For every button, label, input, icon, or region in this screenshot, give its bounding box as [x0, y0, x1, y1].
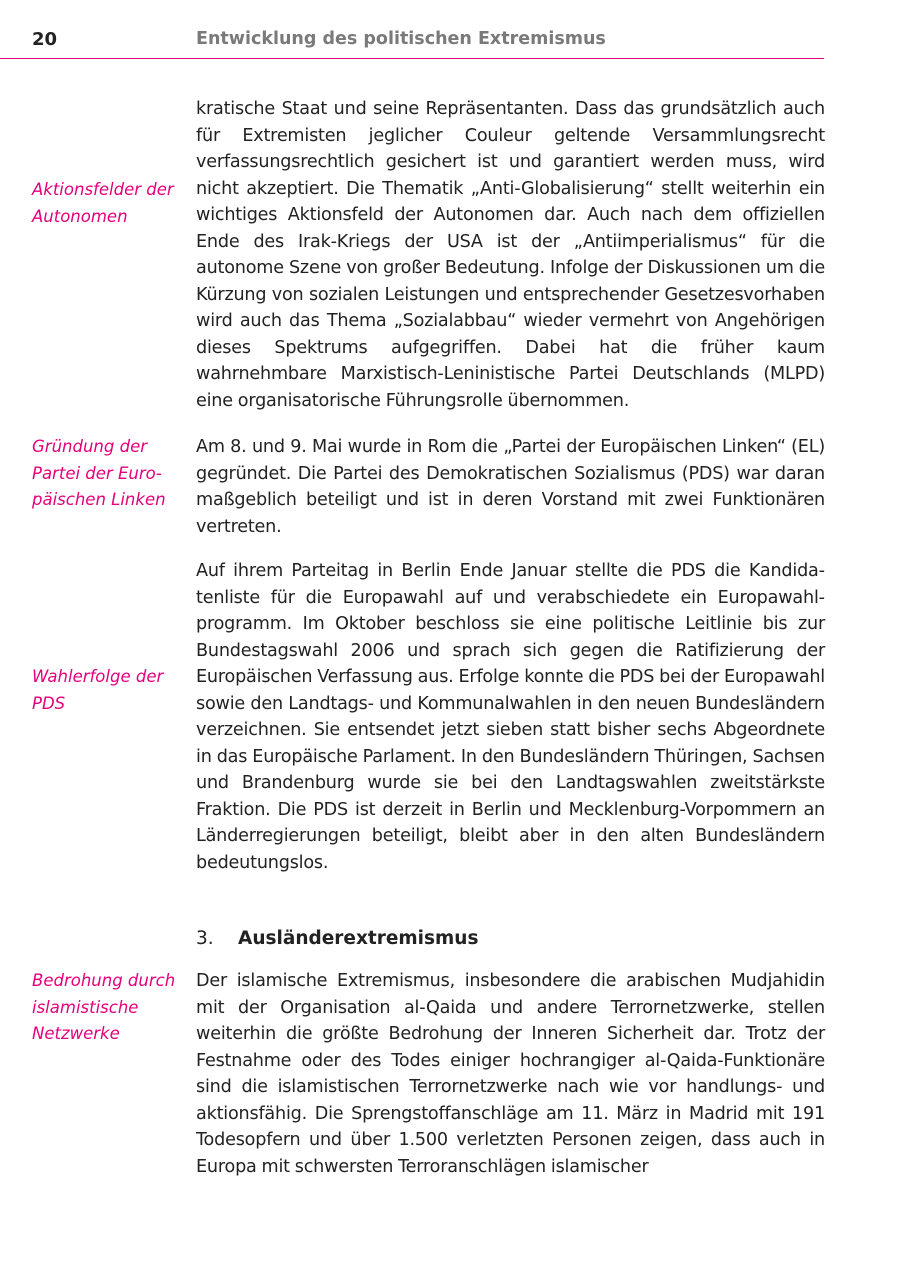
- page-header: [0, 0, 824, 59]
- margin-note-aktionsfelder: Aktionsfelder der Autonomen: [32, 180, 174, 226]
- section-title: Ausländerextremismus: [238, 928, 479, 949]
- section-heading: [196, 928, 479, 949]
- margin-note-bedrohung: Bedrohung durch islamistische Netzwerke: [32, 971, 176, 1043]
- paragraph-pds-wahlen: Auf ihrem Parteitag in Berlin Ende Januar stellte die PDS die Kandidatenliste für die Europawahl auf und verabschiedete ein Europawahlprogramm. Im Oktober beschloss sie eine politische Leitlinie bis zur Bundestagswahl 2006 und sprach sich gegen die Ratifizierung der Europäischen Verfassung aus. Erfolge konnte die PDS bei der Europawahl sowie den Landtags- und Kommunalwahlen in den neuen Bundesländern verzeichnen. Sie entsendet jetzt sieben statt bisher sechs Abgeordnete in das Europäische Parlament. In den Bundesländern Thüringen, Sachsen und Brandenburg wurde sie bei den Landtagswahlen zweitstärkste Fraktion. Die PDS ist derzeit in Berlin und Mecklenburg-Vorpommern an Länderregierungen beteiligt, bleibt aber in den alten Bundesländern bedeutungslos.: [196, 561, 825, 873]
- page-number: 20: [32, 29, 58, 50]
- section-number: 3.: [196, 928, 214, 949]
- paragraph-autonome: kratische Staat und seine Repräsentanten. Dass das grundsätzlich auch für Extremisten jeglicher Couleur geltende Versammlungsrecht verfassungsrechtlich gesichert ist und garantiert werden muss, wird nicht akzeptiert. Die Thematik „Anti-Globalisierung“ stellt weiterhin ein wichtiges Aktionsfeld der Autonomen dar. Auch nach dem offiziellen Ende des Irak-Kriegs der USA ist der „Antiimperialismus“ für die autonome Szene von großer Bedeutung. Infolge der Diskussionen um die Kürzung von sozialen Leistungen und entsprechender Gesetzesvorhaben wird auch das Thema „Sozialabbau“ wieder vermehrt von Angehörigen dieses Spektrums aufgegriffen. Dabei hat die früher kaum wahrnehmbare Marxistisch-Leninistische Partei Deutschlands (MLPD) eine organisatorische Führungsrolle übernommen.: [196, 99, 825, 411]
- margin-note-wahlerfolge: Wahlerfolge der PDS: [32, 667, 164, 713]
- paragraph-islamismus: Der islamische Extremismus, insbesondere die arabischen Mudjahidin mit der Organisation al-Qaida und andere Terrornetzwerke, stellen weiterhin die größte Bedrohung der Inneren Sicherheit dar. Trotz der Festnahme oder des Todes einiger hochrangiger al-Qaida-Funktionäre sind die islamistischen Terrornetzwerke nach wie vor handlungs- und aktionsfähig. Die Sprengstoffanschläge am 11. März in Madrid mit 191 Todesopfern und über 1.500 verletzten Personen zeigen, dass auch in Europa mit schwersten Terroranschlägen islamischer: [196, 971, 825, 1177]
- paragraph-europaeische-linke: Am 8. und 9. Mai wurde in Rom die „Partei der Europäischen Linken“ (EL) gegründet. Die Partei des Demokratischen Sozialismus (PDS) war daran maßgeblich beteiligt und ist in deren Vorstand mit zwei Funktionären vertreten.: [196, 437, 825, 537]
- running-title: Entwicklung des politischen Extremismus: [196, 29, 606, 49]
- margin-note-gruendung: Gründung der Partei der Euro-päischen Linken: [32, 437, 166, 509]
